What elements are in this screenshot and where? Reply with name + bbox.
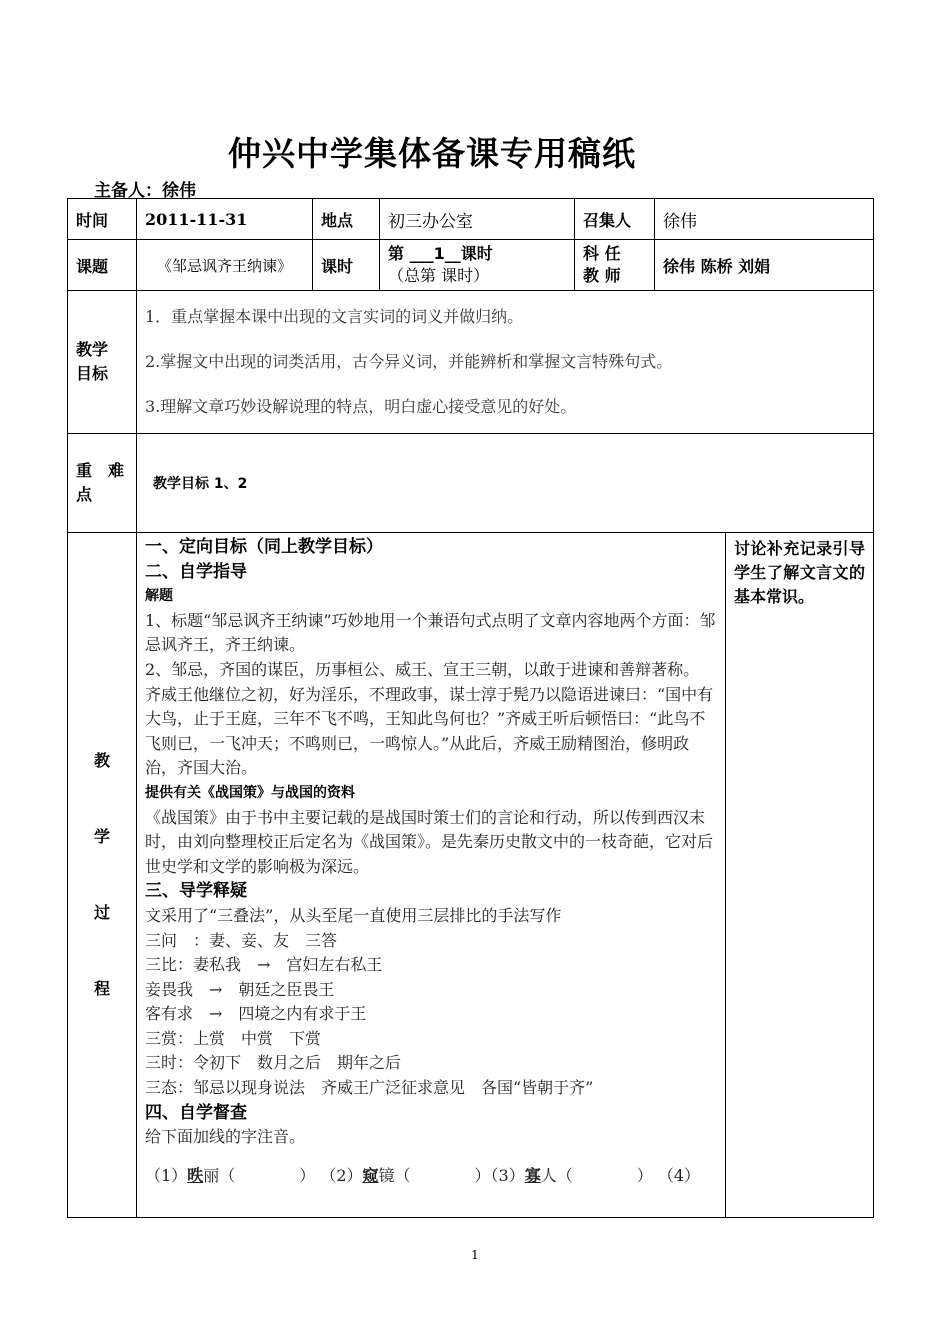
teacher-value: 徐伟 陈桥 刘娟 xyxy=(655,240,874,291)
row-goals xyxy=(68,291,874,434)
convener-value: 徐伟 xyxy=(655,199,874,240)
process-paragraph: 客有求 → 四境之内有求于王 xyxy=(145,1004,367,1024)
topic-value: 《邹忌讽齐王纳谏》 xyxy=(137,240,313,291)
pinyin-q4-num: （4） xyxy=(657,1165,701,1185)
time-value: 2011-11-31 xyxy=(137,199,313,240)
teacher-label xyxy=(575,240,655,291)
topic-label: 课题 xyxy=(68,240,137,291)
preparer-label: 主备人：徐伟 xyxy=(94,181,196,201)
difficulty-label xyxy=(68,434,137,533)
process-paragraph: 三赏：上赏 中赏 下赏 xyxy=(145,1028,322,1048)
page-number: 1 xyxy=(471,1248,479,1262)
time-label: 时间 xyxy=(68,199,137,240)
process-paragraph: 文采用了“三叠法”，从头至尾一直使用三层排比的手法写作 xyxy=(145,905,562,925)
place-label: 地点 xyxy=(313,199,380,240)
convener-label: 召集人 xyxy=(575,199,655,240)
pinyin-q3-word: 寡 xyxy=(524,1165,541,1185)
process-heading: 三、导学释疑 xyxy=(145,881,247,902)
pinyin-q2-rest: 镜（ ） xyxy=(378,1165,491,1185)
place-value: 初三办公室 xyxy=(380,199,575,240)
page-title: 仲兴中学集体备课专用稿纸 xyxy=(228,134,636,173)
process-label-char: 教 xyxy=(93,751,110,770)
row-topic xyxy=(68,240,874,291)
goal-item: 3.理解文章巧妙设解说理的特点，明白虚心接受意见的好处。 xyxy=(145,397,577,416)
period-label: 课时 xyxy=(313,240,380,291)
difficulty-label-2: 点 xyxy=(76,485,93,504)
goals-label-1: 教学 xyxy=(76,340,109,359)
teacher-label-1: 科 任 xyxy=(583,244,621,263)
goals-label-2: 目标 xyxy=(76,364,109,383)
process-lines xyxy=(145,535,717,1150)
process-paragraph: 2、邹忌，齐国的谋臣，历事桓公、威王、宣王三朝，以敢于进谏和善辩著称。 齐威王他继位之初，好为淫乐，不理政事，谋士淳于髡乃以隐语进谏曰：“国中有大鸟，止于王庭，三年不飞不鸣，王知此鸟何也？”齐威王听后顿悟曰：“此鸟不飞则已，一飞冲天；不鸣则已，一鸣惊人。”从此后，齐威王励精图治，修明政治，齐国大治。 xyxy=(145,659,714,778)
period-line-1: 第 ___1__课时 xyxy=(388,244,493,263)
process-paragraph: 1、标题“邹忌讽齐王纳谏”巧妙地用一个兼语句式点明了文章内容地两个方面：邹忌讽齐王，齐王纳谏。 xyxy=(145,610,716,655)
process-heading: 四、自学督查 xyxy=(145,1102,247,1123)
goals-content xyxy=(137,291,874,434)
goal-item: 1．重点掌握本课中出现的文言实词的词义并做归纳。 xyxy=(145,307,524,326)
difficulty-label-1: 重 难 xyxy=(76,461,125,480)
period-line-2: （总第 课时） xyxy=(388,266,490,285)
process-heading: 一、定向目标（同上教学目标） xyxy=(145,537,383,557)
difficulty-value: 教学目标 1、2 xyxy=(137,434,874,533)
pinyin-q1-word: 昳 xyxy=(187,1165,204,1185)
row-time-place xyxy=(68,199,874,240)
process-paragraph: 三态：邹忌以现身说法 齐威王广泛征求意见 各国“皆朝于齐” xyxy=(145,1078,594,1098)
teacher-label-2: 教 师 xyxy=(583,266,621,285)
pinyin-q2-num: （2） xyxy=(320,1165,363,1185)
row-process xyxy=(68,533,874,1218)
row-difficulty xyxy=(68,434,874,533)
process-content xyxy=(137,533,726,1218)
process-label xyxy=(68,533,137,1218)
process-heading: 提供有关《战国策》与战国的资料 xyxy=(145,784,355,801)
process-paragraph: 三比：妻私我 → 宫妇左右私王 xyxy=(145,955,383,975)
pinyin-q1-rest: 丽（ ） xyxy=(203,1165,316,1185)
process-label-char: 程 xyxy=(93,979,110,998)
process-paragraph: 三时：令初下 数月之后 期年之后 xyxy=(145,1053,402,1073)
process-label-char: 过 xyxy=(93,903,110,922)
process-heading: 解题 xyxy=(145,588,173,605)
process-paragraph: 三问 ：妻、妾、友 三答 xyxy=(145,930,338,950)
discussion-notes: 讨论补充记录引导学生了解文言文的基本常识。 xyxy=(726,533,874,1218)
pinyin-q1-num: （1） xyxy=(145,1165,188,1185)
goal-item: 2.掌握文中出现的词类活用，古今异义词，并能辨析和掌握文言特殊句式。 xyxy=(145,352,673,371)
pinyin-exercise-row xyxy=(145,1164,717,1189)
process-label-char: 学 xyxy=(93,827,110,846)
process-heading: 二、自学指导 xyxy=(145,561,247,582)
goals-label xyxy=(68,291,137,434)
process-paragraph: 妾畏我 → 朝廷之臣畏王 xyxy=(145,979,335,999)
period-value xyxy=(380,240,575,291)
pinyin-q2-word: 窥 xyxy=(362,1165,379,1185)
lesson-plan-table xyxy=(67,198,874,1218)
pinyin-q3-num: （3） xyxy=(490,1165,525,1185)
pinyin-q3-rest: 人（ ） xyxy=(540,1165,653,1185)
process-paragraph: 给下面加线的字注音。 xyxy=(145,1127,306,1147)
process-paragraph: 《战国策》由于书中主要记载的是战国时策士们的言论和行动，所以传到西汉末时，由刘向整理校正后定名为《战国策》。是先秦历史散文中的一枝奇葩，它对后世史学和文学的影响极为深远。 xyxy=(145,807,714,876)
